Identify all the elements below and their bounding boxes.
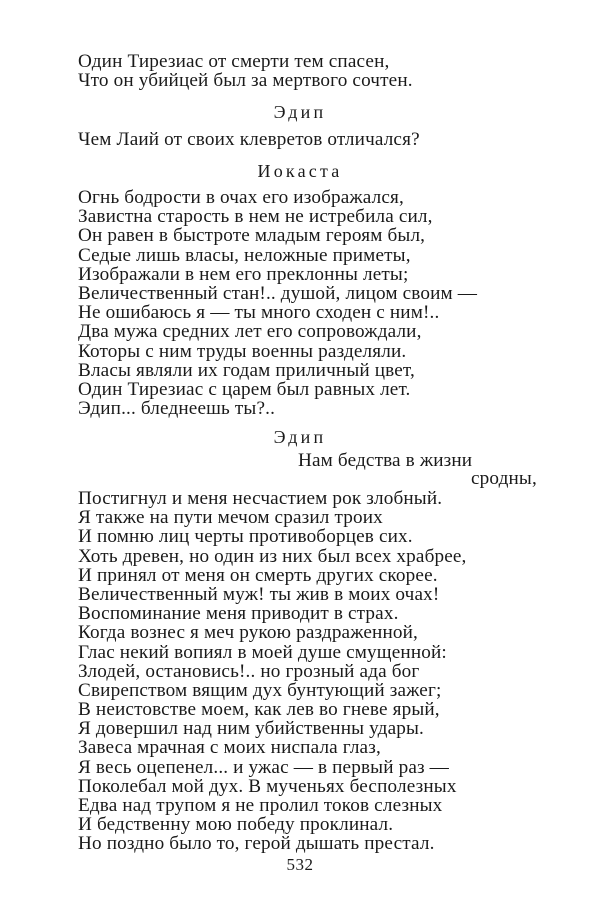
verse-line: Но поздно было то, герой дышать престал.: [78, 833, 435, 855]
verse-line: Изображали в нем его преклонны леты;: [78, 263, 409, 285]
verse-line: Эдип... бледнеешь ты?..: [78, 398, 276, 420]
verse-line: Воспоминание меня приводит в страх.: [78, 603, 399, 625]
verse-line: Власы являли их годам приличный цвет,: [78, 359, 415, 381]
verse-line: И принял от меня он смерть других скорее.: [78, 564, 438, 586]
verse-line: Седые лишь власы, неложные приметы,: [78, 244, 411, 266]
verse-line: Два мужа средних лет его сопровождали,: [78, 321, 422, 343]
verse-block-4: [78, 489, 538, 854]
verse-line: Поколебал мой дух. В мученьях бесполезных: [78, 775, 457, 797]
speaker-name-oedipus: Эдип: [273, 427, 327, 447]
verse-line: Злодей, остановись!.. но грозный ада бог: [78, 660, 420, 682]
verse-line: Один Тирезиас от смерти тем спасен,: [78, 51, 390, 72]
verse-line: Я весь оцепенел... и ужас — в первый раз —: [78, 756, 450, 778]
verse-block-2: [78, 130, 538, 149]
verse-line: Я довершил над ним убийственны удары.: [78, 718, 424, 740]
verse-line: Величественный муж! ты жив в моих очах!: [78, 583, 440, 605]
verse-line: Огнь бодрости в очах его изображался,: [78, 187, 404, 208]
verse-line: Едва над трупом я не пролил токов слезных: [78, 795, 443, 816]
verse-line: Один Тирезиас с царем был равных лет.: [78, 378, 411, 400]
speaker-name-oedipus: Эдип: [273, 102, 327, 122]
verse-line: И бедственну мою победу проклинал.: [78, 814, 394, 836]
verse-line: Не ошибаюсь я — ты много сходен с ним!..: [78, 302, 440, 324]
verse-line-continued: Нам бедства в жизни: [298, 450, 473, 471]
verse-line: И помню лиц черты противоборцев сих.: [78, 526, 413, 548]
verse-line: Он равен в быстроте младым героям был,: [78, 225, 426, 247]
verse-line: В неистовстве моем, как лев во гневе ярый,: [78, 699, 440, 721]
verse-line: Величественный стан!.. душой, лицом своим —: [78, 282, 478, 304]
verse-line: Постигнул и меня несчастием рок злобный.: [78, 488, 443, 509]
verse-line-wrapped: сродны,: [471, 468, 537, 489]
page-number: 532: [286, 855, 314, 874]
verse-line: Завеса мрачная с моих ниспала глаз,: [78, 737, 381, 759]
verse-line: Я также на пути мечом сразил троих: [78, 507, 383, 529]
verse-block-1: [78, 52, 538, 90]
verse-line: Которы с ним труды военны разделяли.: [78, 340, 407, 362]
speaker-name-jocasta: Иокаста: [257, 161, 343, 181]
verse-line: Завистна старость в нем не истребила сил,: [78, 206, 433, 228]
verse-line: Что он убийцей был за мертвого сочтен.: [78, 70, 413, 92]
verse-block-3: [78, 188, 538, 418]
verse-line: Хоть древен, но один из них был всех храбрее,: [78, 545, 467, 567]
verse-line: Когда вознес я меч рукою раздраженной,: [78, 622, 418, 644]
verse-line: Глас некий вопиял в моей душе смущенной:: [78, 641, 447, 663]
verse-line: Свирепством вящим дух бунтующий зажег;: [78, 679, 442, 701]
verse-line: Чем Лаий от своих клевретов отличался?: [78, 129, 420, 150]
